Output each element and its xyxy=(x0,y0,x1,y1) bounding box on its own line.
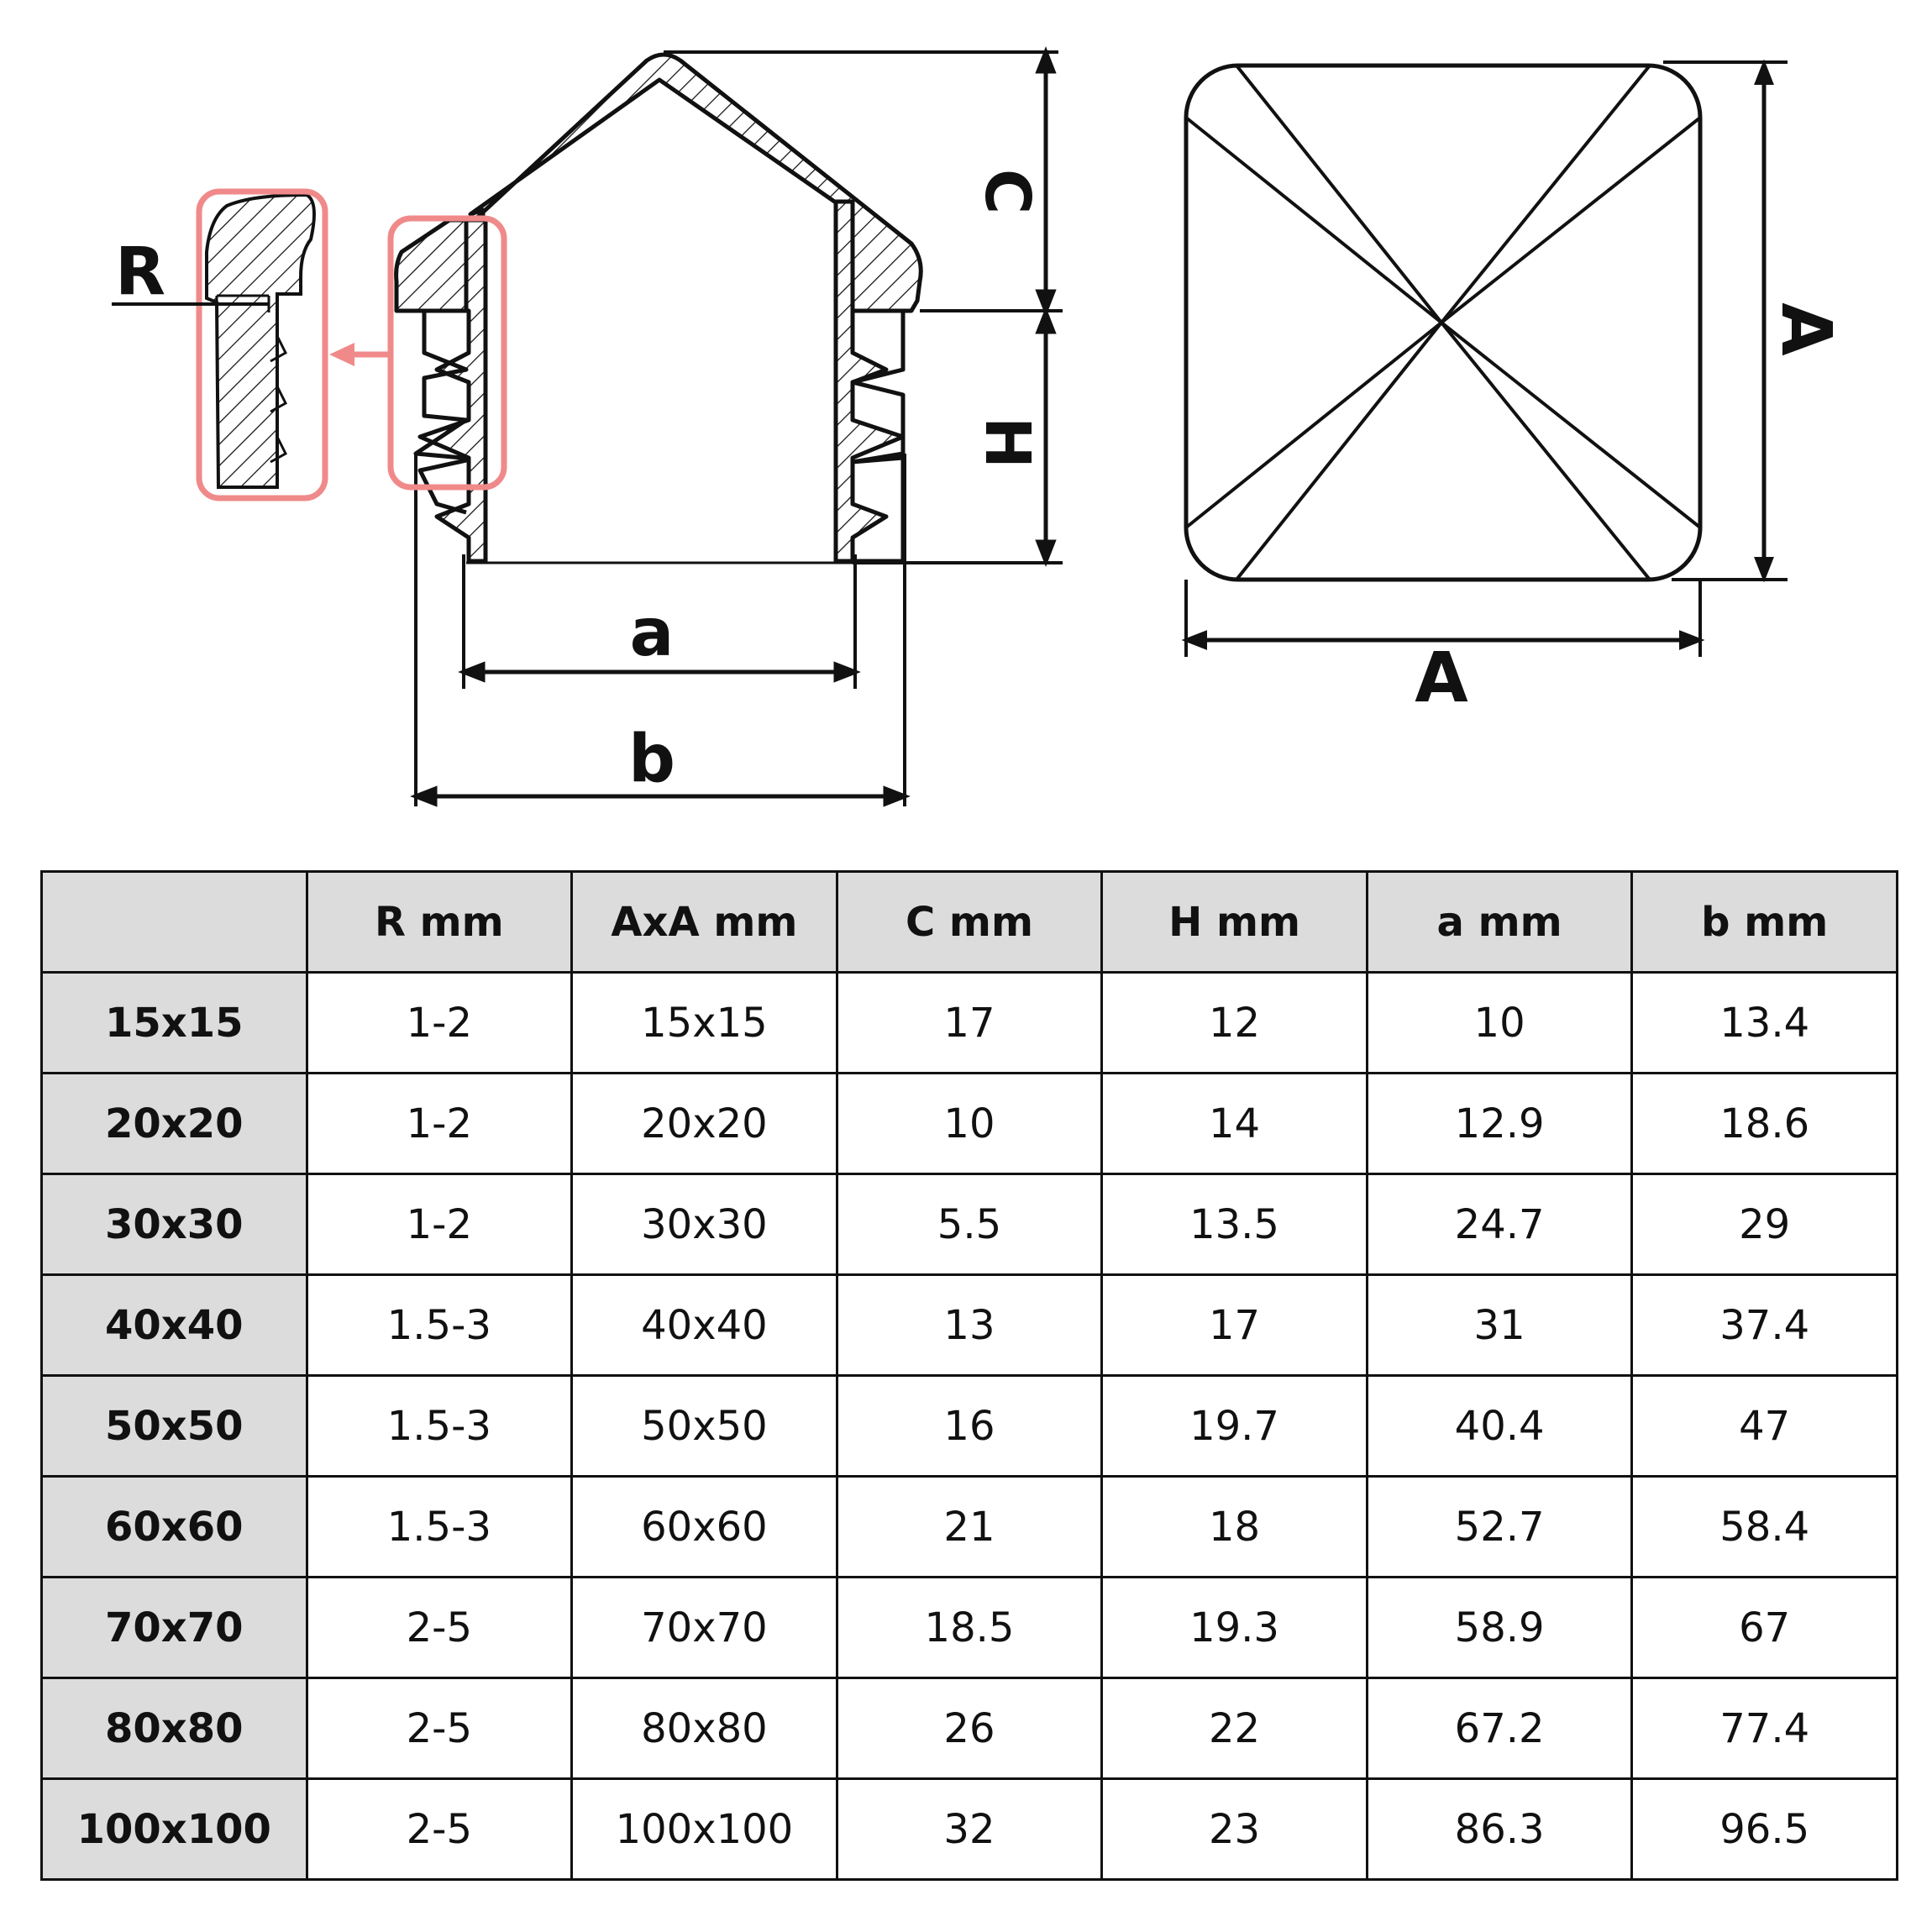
table-cell: 47 xyxy=(1632,1376,1898,1477)
table-row xyxy=(42,1275,1898,1376)
table-cell: 2-5 xyxy=(307,1779,572,1880)
row-size-cell: 30x30 xyxy=(42,1174,307,1275)
label-a-horizontal: A xyxy=(1415,638,1468,718)
table-cell: 18 xyxy=(1102,1477,1368,1578)
label-r: R xyxy=(114,234,166,310)
table-cell: 96.5 xyxy=(1632,1779,1898,1880)
table-cell: 50x50 xyxy=(572,1376,837,1477)
row-size-cell: 80x80 xyxy=(42,1678,307,1779)
table-row xyxy=(42,1779,1898,1880)
table-cell: 40.4 xyxy=(1367,1376,1632,1477)
table-cell: 19.3 xyxy=(1102,1578,1368,1678)
table-row xyxy=(42,1074,1898,1174)
left-flange xyxy=(396,220,466,311)
table-cell: 58.9 xyxy=(1367,1578,1632,1678)
table-cell: 67.2 xyxy=(1367,1678,1632,1779)
label-c: C xyxy=(971,168,1043,215)
table-cell: 58.4 xyxy=(1632,1477,1898,1578)
row-size-cell: 70x70 xyxy=(42,1578,307,1678)
table-header-cell: H mm xyxy=(1102,872,1368,973)
table-cell: 17 xyxy=(1102,1275,1368,1376)
table-header-cell: C mm xyxy=(837,872,1102,973)
table-cell: 67 xyxy=(1632,1578,1898,1678)
table-cell: 32 xyxy=(837,1779,1102,1880)
table-cell: 12 xyxy=(1102,973,1368,1074)
spec-table xyxy=(40,870,1898,1881)
table-cell: 1.5-3 xyxy=(307,1376,572,1477)
detail-body xyxy=(207,195,314,487)
table-header-cell: a mm xyxy=(1367,872,1632,973)
table-cell: 17 xyxy=(837,973,1102,1074)
table-cell: 40x40 xyxy=(572,1275,837,1376)
table-cell: 18.6 xyxy=(1632,1074,1898,1174)
technical-drawing xyxy=(0,0,1932,848)
label-h: H xyxy=(971,417,1043,469)
table-cell: 10 xyxy=(1367,973,1632,1074)
table-cell: 1-2 xyxy=(307,973,572,1074)
table-cell: 23 xyxy=(1102,1779,1368,1880)
table-cell: 26 xyxy=(837,1678,1102,1779)
detail-arrow-head xyxy=(329,343,354,366)
table-row xyxy=(42,1578,1898,1678)
label-a-vertical: A xyxy=(1766,302,1845,356)
table-header-cell: AxA mm xyxy=(572,872,837,973)
table-cell: 80x80 xyxy=(572,1678,837,1779)
table-cell: 24.7 xyxy=(1367,1174,1632,1275)
label-a-lower: a xyxy=(629,596,675,671)
table-cell: 13.4 xyxy=(1632,973,1898,1074)
table-cell: 19.7 xyxy=(1102,1376,1368,1477)
table-cell: 70x70 xyxy=(572,1578,837,1678)
table-cell: 21 xyxy=(837,1477,1102,1578)
table-cell: 37.4 xyxy=(1632,1275,1898,1376)
table-header-row xyxy=(42,872,1898,973)
table-cell: 18.5 xyxy=(837,1578,1102,1678)
row-size-cell: 100x100 xyxy=(42,1779,307,1880)
extension-lines xyxy=(416,52,1063,806)
table-cell: 30x30 xyxy=(572,1174,837,1275)
table-row xyxy=(42,1376,1898,1477)
table-row xyxy=(42,1174,1898,1275)
table-cell: 52.7 xyxy=(1367,1477,1632,1578)
table-cell: 2-5 xyxy=(307,1578,572,1678)
table-cell: 1-2 xyxy=(307,1174,572,1275)
table-cell: 16 xyxy=(837,1376,1102,1477)
table-header-cell: R mm xyxy=(307,872,572,973)
table-cell: 13 xyxy=(837,1275,1102,1376)
table-cell: 100x100 xyxy=(572,1779,837,1880)
row-size-cell: 15x15 xyxy=(42,973,307,1074)
table-cell: 13.5 xyxy=(1102,1174,1368,1275)
table-cell: 2-5 xyxy=(307,1678,572,1779)
left-fins xyxy=(416,311,466,512)
table-cell: 14 xyxy=(1102,1074,1368,1174)
table-row xyxy=(42,973,1898,1074)
table-cell: 10 xyxy=(837,1074,1102,1174)
table-cell: 5.5 xyxy=(837,1174,1102,1275)
table-row xyxy=(42,1678,1898,1779)
table-cell: 20x20 xyxy=(572,1074,837,1174)
row-size-cell: 20x20 xyxy=(42,1074,307,1174)
table-cell: 60x60 xyxy=(572,1477,837,1578)
table-cell: 31 xyxy=(1367,1275,1632,1376)
detail-inset xyxy=(112,192,325,498)
row-size-cell: 50x50 xyxy=(42,1376,307,1477)
table-cell: 15x15 xyxy=(572,973,837,1074)
table-cell: 12.9 xyxy=(1367,1074,1632,1174)
row-size-cell: 40x40 xyxy=(42,1275,307,1376)
table-cell: 29 xyxy=(1632,1174,1898,1275)
row-size-cell: 60x60 xyxy=(42,1477,307,1578)
table-header-cell xyxy=(42,872,307,973)
table-cell: 1.5-3 xyxy=(307,1477,572,1578)
table-cell: 77.4 xyxy=(1632,1678,1898,1779)
dimension-arrows xyxy=(416,52,1053,804)
table-row xyxy=(42,1477,1898,1578)
table-cell: 86.3 xyxy=(1367,1779,1632,1880)
table-header-cell: b mm xyxy=(1632,872,1898,973)
table-cell: 1.5-3 xyxy=(307,1275,572,1376)
top-view xyxy=(1186,66,1700,580)
table-cell: 22 xyxy=(1102,1678,1368,1779)
label-b-lower: b xyxy=(628,722,675,797)
table-cell: 1-2 xyxy=(307,1074,572,1174)
